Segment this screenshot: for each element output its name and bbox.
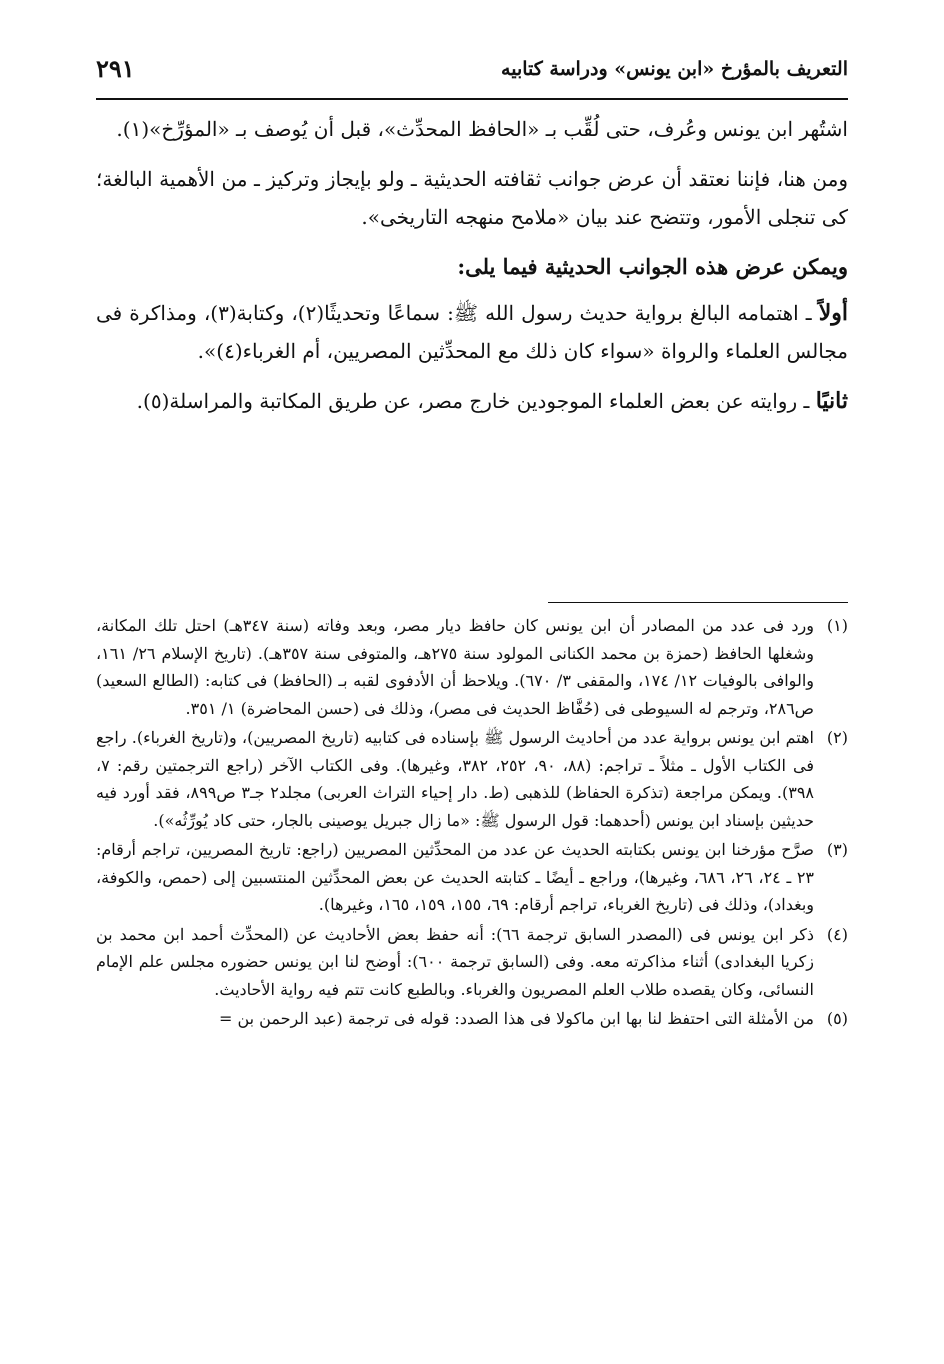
section-heading: ويمكن عرض هذه الجوانب الحديثية فيما يلى: [457,254,848,279]
point-text: ـ روايته عن بعض العلماء الموجودين خارج مصر، عن طريق المكاتبة والمراسلة(٥). [136,389,816,413]
page-number: ٢٩١ [96,54,135,83]
footnote-text: ذكر ابن يونس فى (المصدر السابق ترجمة ٦٦): أنه حفظ بعض الأحاديث عن (المحدِّث أحمد ابن محمد بن زكريا البغدادى) أثناء مذاكرته معه. وفى (السابق ترجمة ٦٠٠): أوضح لنا ابن يونس حضوره مجلس علم الإمام النسائى، وكان يقصده طلاب العلم المصريون والغرباء. وبالطبع كانت تتم فيه رواية الأحاديث. [96,924,815,999]
footnote-separator [548,602,848,603]
footnote-number: (٥) [826,1009,848,1028]
footnote-text: صرَّح مؤرخنا ابن يونس بكتابته الحديث عن عدد من المحدِّثين المصريين (راجع: تاريخ المصريين، تراجم أرقام: ٢٣ ـ ٢٤، ٢٦، ٦٨٦، وغيرها)، وراجع ـ أيضًا ـ كتابته الحديث عن بعض المحدِّثين المنتسبين إلى (حمص، والكوفة، وبغداد)، وذلك فى (تاريخ الغرباء، تراجم أرقام: ٦٩، ١٥٥، ١٥٩، ١٦٥، وغيرها). [96,840,815,914]
point-lead: أولاً [818,300,849,326]
footnote-number: (٣) [826,840,848,859]
point-text: ـ اهتمامه البالغ برواية حديث رسول الله ﷺ: سماعًا وتحديثًا(٢)، وكتابة(٣)، ومذاكرة فى مجالس العلماء والرواة «سواء كان ذلك مع المحدِّثين المصريين، أم الغرباء(٤)». [96,301,848,363]
footnote-text: من الأمثلة التى احتفظ لنا بها ابن ماكولا فى هذا الصدد: قوله فى ترجمة (عبد الرحمن بن = [218,1009,814,1028]
point-paragraph [96,294,848,370]
footnote-text: اهتم ابن يونس برواية عدد من أحاديث الرسول ﷺ بإسناده فى كتابيه (تاريخ المصريين)، و(تاريخ الغرباء). راجع فى الكتاب الأول ـ مثلاً ـ تراجم: (٨٨، ٩٠، ٢٥٢، ٣٨٢، وغيرها). وفى الكتاب الآخر (راجع الترجمتين رقم: ٧، ٣٩٨). ويمكن مراجعة (تذكرة الحفاظ) للذهبى (ط. دار إحياء التراث العربى) مجلد٢ جـ٣ ص٨٩٩، فقد أورد فيه حديثين بإسناد ابن يونس (أحدهما: قول الرسول ﷺ: «ما زال جبريل يوصينى بالجار، حتى كاد يُورِّثُه»). [96,728,814,830]
footnote [96,724,848,834]
paragraph: اشتُهر ابن يونس وعُرف، حتى لُقِّب بـ «الحافظ المحدِّث»، قبل أن يُوصف بـ «المؤرِّخ»(١). [116,117,848,141]
footnotes [96,612,848,1035]
footnote-number: (٤) [826,924,848,944]
running-title: التعريف بالمؤرخ «ابن يونس» ودراسة كتابيه [501,58,848,80]
page-header [96,44,848,100]
main-text [96,110,848,432]
footnote [96,1005,848,1033]
point-lead: ثانيًا [815,388,848,414]
footnote [96,921,848,1004]
paragraph: ومن هنا، فإننا نعتقد أن عرض جوانب ثقافته الحديثية ـ ولو بإيجاز وتركيز ـ من الأهمية البالغة؛ كى تنجلى الأمور، وتتضح عند بيان «ملامح منهجه التاريخى». [96,167,848,229]
footnote [96,836,848,919]
footnote-number: (١) [826,616,848,635]
document-page [96,0,848,1364]
point-paragraph [96,382,848,420]
footnote-number: (٢) [826,728,848,747]
footnote [96,612,848,722]
footnote-text: ورد فى عدد من المصادر أن ابن يونس كان حافظ ديار مصر، وبعد وفاته (سنة ٣٤٧هـ) احتل تلك المكانة، وشغلها الحافظ (حمزة بن محمد الكنانى المولود سنة ٢٧٥هـ، والمتوفى سنة ٣٥٧هـ). (تاريخ الإسلام ٢٦/ ١٦١، والوافى بالوفيات ١٢/ ١٧٤، والمقفى ٣/ ٦٧٠). ويلاحظ أن الأدفوى لقبه بـ (الحافظ) فى كتابه: (الطالع السعيد) ص٢٨٦، وترجم له السيوطى فى (حُفَّاظ الحديث فى مصر)، وذلك فى (حسن المحاضرة) ١/ ٣٥١. [96,616,815,718]
